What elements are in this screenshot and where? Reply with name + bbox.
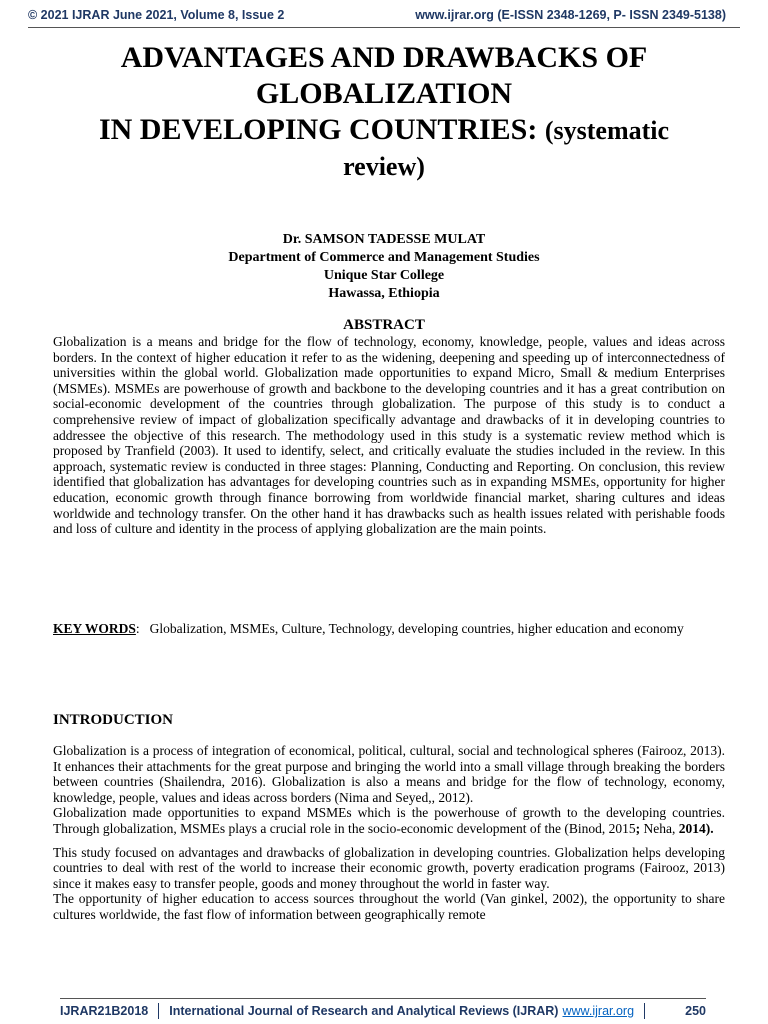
footer-page-number: 250 [685, 1004, 706, 1018]
keywords-block [53, 621, 725, 637]
author-department: Department of Commerce and Management Studies [228, 250, 540, 265]
title-line-4: review) [343, 152, 425, 181]
intro-p2-mid: Neha, [640, 820, 679, 836]
abstract-heading: ABSTRACT [343, 317, 425, 333]
introduction-body [53, 743, 725, 923]
intro-p2-year: 2014). [678, 820, 714, 836]
footer-journal-name: International Journal of Research and Analytical Reviews (IJRAR) [169, 1004, 559, 1018]
footer-paper-id: IJRAR21B2018 [60, 1004, 149, 1018]
author-block [0, 231, 768, 303]
intro-paragraph-1: Globalization is a process of integration of economical, political, cultural, social and technological spheres (Fairooz, 2013). It enhances their attachments for the great purpose and bringing the world into a small village through breaking the borders between countries (Shailendra, 2016). Globalization is also a means and bridge for the flow of technology, economy, knowledge, people, values and ideas across borders (Nima and Seyed,, 2012). [53, 743, 725, 805]
introduction-heading: INTRODUCTION [53, 712, 174, 728]
author-name: Dr. SAMSON TADESSE MULAT [282, 232, 486, 247]
intro-p2-semicolon: ; [635, 820, 641, 836]
keywords-label: KEY WORDS [53, 621, 136, 636]
footer-separator [644, 1003, 645, 1019]
title-line-3-suffix: (systematic [544, 116, 670, 145]
footer-separator [158, 1003, 159, 1019]
abstract-text: Globalization is a means and bridge for the flow of technology, economy, knowledge, people, values and ideas across borders. In the context of higher education it refer to as the widening, deepening and speeding up of interconnectedness of universities within the global world. Globalization made opportunities to expand Micro, Small & medium Enterprises (MSMEs). MSMEs are powerhouse of growth and backbone to the developing countries and it has a great contribution on social-economic development of the countries through globalization. The purpose of this study is to conduct a comprehensive review of impact of globalization specifically advantage and drawbacks of it in developing countries to addressee the objective of this research. The methodology used in this study is a systematic review method which is proposed by Tranfield (2003). It used to identify, select, and critically evaluate the studies included in the review. In this approach, systematic review is conducted in three stages: Planning, Conducting and Reporting. On conclusion, this review identified that globalization has advantages for developing countries such as in expanding MSMEs, opportunity for higher education, economic growth through finance borrowing from worldwide financial market, sharing cultures and ideas worldwide and technology transfer. On the other hand it has drawbacks such as health issues related with perishable foods and loss of culture and identity in the process of applying globalization are the main points. [53, 334, 725, 537]
footer-divider [60, 998, 706, 999]
author-institution: Unique Star College [323, 268, 445, 283]
keywords-colon: : [135, 621, 140, 636]
header-issue-info: © 2021 IJRAR June 2021, Volume 8, Issue 2 [28, 8, 285, 22]
keywords-text: Globalization, MSMEs, Culture, Technology, developing countries, higher education and economy [149, 621, 684, 636]
running-footer [60, 1003, 706, 1019]
header-divider [28, 27, 740, 28]
running-header [28, 8, 726, 22]
title-line-3 [40, 112, 728, 149]
title-line-3-main: IN DEVELOPING COUNTRIES: [98, 113, 538, 146]
intro-p2-text: Globalization made opportunities to expand MSMEs which is the powerhouse of growth to the developing countries. Through globalization, MSMEs plays a crucial role in the socio-economic development of the (Binod, 2015 [53, 805, 725, 836]
intro-paragraph-2 [53, 805, 725, 836]
author-location: Hawassa, Ethiopia [328, 286, 440, 301]
paper-title [40, 40, 728, 185]
intro-paragraph-4: The opportunity of higher education to access sources throughout the world (Van ginkel, 2002), the opportunity to share cultures worldwide, the fast flow of information between geographically remote [53, 891, 725, 922]
footer-journal-link[interactable]: www.ijrar.org [562, 1004, 635, 1018]
title-line-2: GLOBALIZATION [255, 77, 513, 110]
intro-paragraph-3: This study focused on advantages and drawbacks of globalization in developing countries. Globalization helps developing countries to deal with rest of the world to increase their economic growth, poverty eradication programs (Fairooz, 2013) since it makes easy to transfer people, goods and money throughout the world in faster way. [53, 844, 725, 891]
header-issn-info: www.ijrar.org (E-ISSN 2348-1269, P- ISSN 2349-5138) [415, 8, 726, 22]
title-line-1: ADVANTAGES AND DRAWBACKS OF [120, 41, 648, 74]
